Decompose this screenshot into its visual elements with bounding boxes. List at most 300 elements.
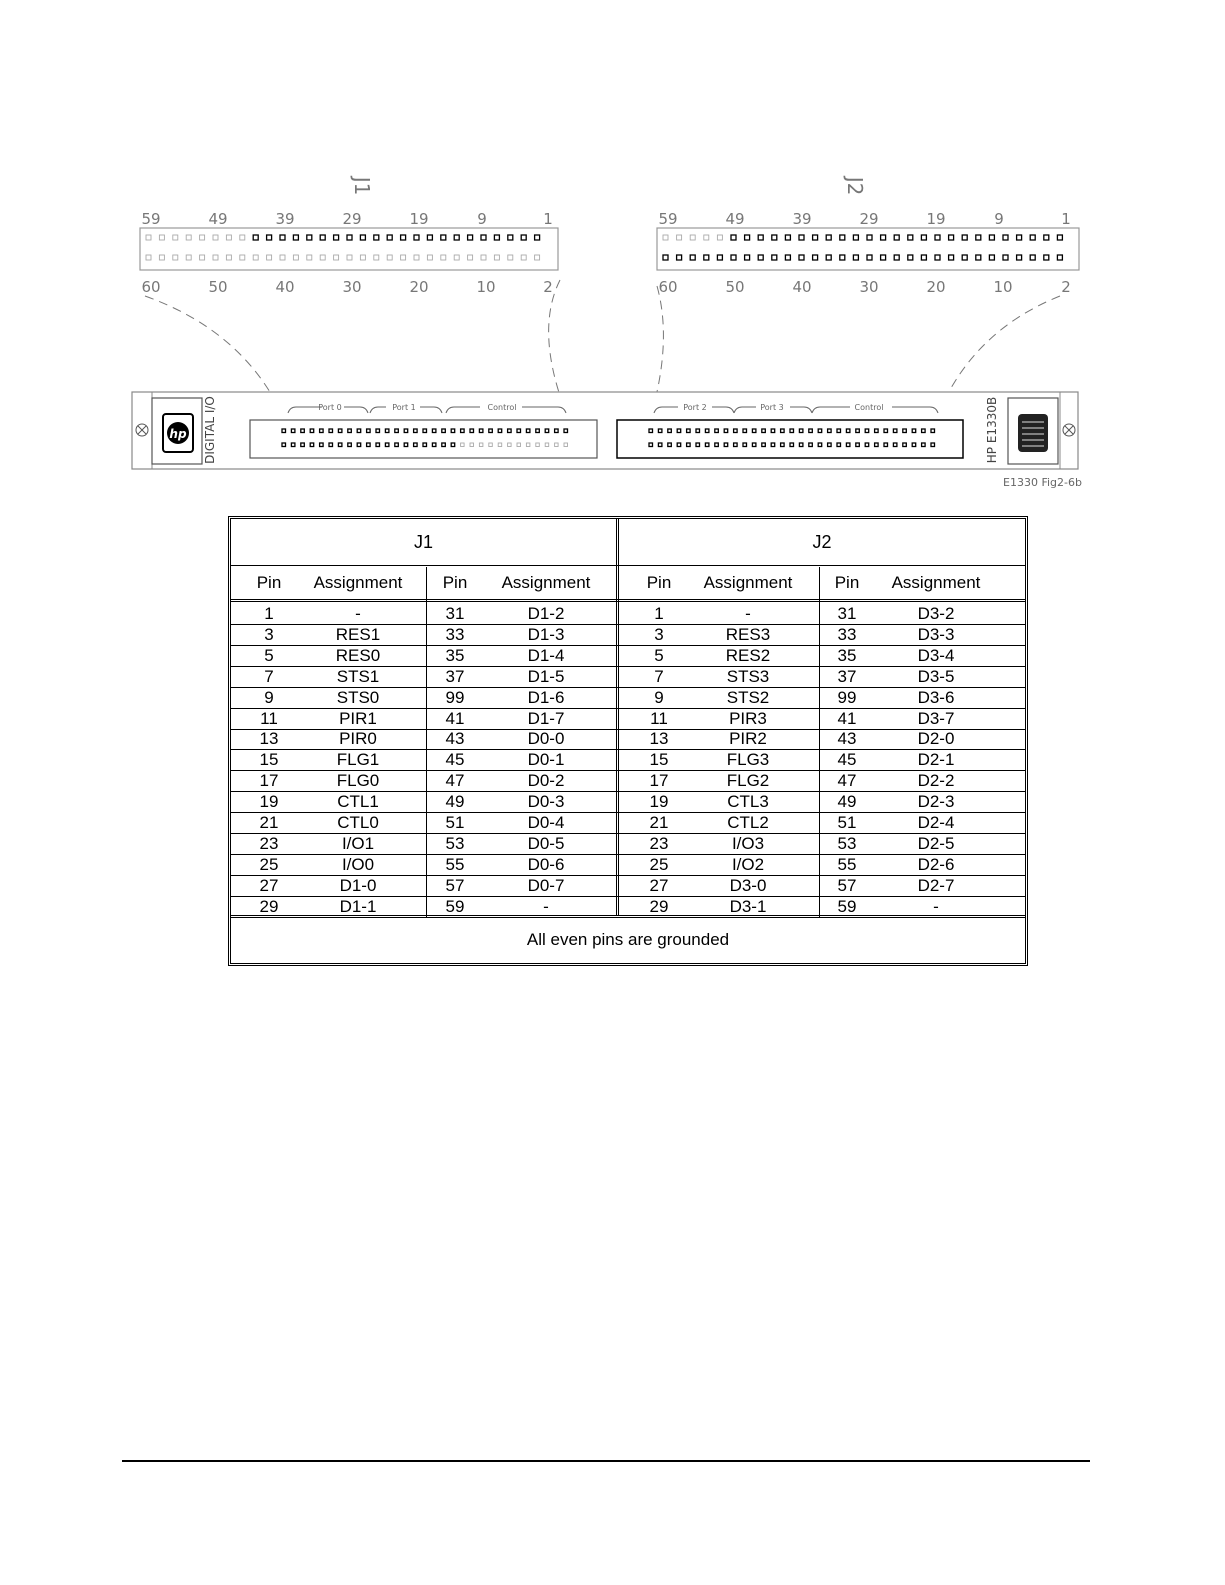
- pin-number: 39: [275, 210, 295, 228]
- pin: [461, 443, 465, 447]
- table-cell: 31: [837, 604, 857, 623]
- pin: [470, 443, 474, 447]
- pin-number: 10: [476, 278, 496, 296]
- table-cell: D0-0: [527, 729, 565, 749]
- table-cell: D0-5: [527, 833, 565, 853]
- table-cell: 45: [837, 750, 857, 770]
- pin: [865, 443, 869, 447]
- pin: [658, 429, 662, 433]
- pin: [696, 443, 700, 447]
- pin: [989, 255, 994, 260]
- table-cell: -: [543, 896, 549, 916]
- table-cell: I/O1: [341, 833, 375, 853]
- pin: [976, 235, 981, 240]
- table-cell: D0-4: [527, 813, 565, 832]
- connector-label-j2: J2: [843, 176, 867, 196]
- pin: [291, 429, 295, 433]
- pin: [461, 429, 465, 433]
- table-cell: 5: [654, 645, 664, 665]
- pin: [454, 235, 459, 240]
- pin: [696, 429, 700, 433]
- pin: [401, 235, 406, 240]
- pin: [818, 429, 822, 433]
- pin: [357, 429, 361, 433]
- pin: [555, 429, 559, 433]
- table-cell: 9: [654, 687, 664, 707]
- table-cell: 99: [837, 687, 857, 707]
- pin: [267, 235, 272, 240]
- pin: [334, 255, 339, 260]
- table-cell: 35: [837, 645, 857, 665]
- pin: [921, 235, 926, 240]
- pin: [884, 429, 888, 433]
- table-cell: 1: [264, 604, 274, 623]
- pin: [310, 429, 314, 433]
- pin: [240, 235, 245, 240]
- pin: [881, 235, 886, 240]
- table-cell: 13: [259, 729, 279, 749]
- table-cell: 23: [649, 833, 669, 853]
- table-cell: D0-3: [527, 792, 565, 812]
- pin: [451, 429, 455, 433]
- table-cell: CTL3: [727, 792, 769, 812]
- pin: [374, 255, 379, 260]
- pin: [745, 235, 750, 240]
- pin: [329, 429, 333, 433]
- pin: [724, 443, 728, 447]
- pin: [1030, 235, 1035, 240]
- port-label: Port 0: [318, 403, 342, 412]
- table-cell: D2-6: [917, 854, 955, 874]
- table-cell: D3-3: [917, 624, 955, 644]
- pin: [949, 235, 954, 240]
- pin: [809, 429, 813, 433]
- pin: [186, 255, 191, 260]
- pin-number: 19: [926, 210, 946, 228]
- pin: [781, 443, 785, 447]
- pin-assignment-table: [228, 516, 1028, 966]
- pin: [677, 255, 682, 260]
- pin: [790, 443, 794, 447]
- pin: [414, 429, 418, 433]
- pin: [853, 235, 858, 240]
- table-cell: PIR0: [339, 729, 377, 749]
- pin-number: 10: [993, 278, 1013, 296]
- pin: [226, 255, 231, 260]
- table-cell: 53: [837, 833, 857, 853]
- pin: [799, 255, 804, 260]
- pin: [1003, 255, 1008, 260]
- pin: [762, 443, 766, 447]
- pin: [508, 443, 512, 447]
- pin: [385, 443, 389, 447]
- pin: [521, 255, 526, 260]
- pin: [799, 429, 803, 433]
- pin-number: 19: [409, 210, 429, 228]
- col-header: Assignment: [501, 573, 591, 592]
- pin: [922, 429, 926, 433]
- pin: [813, 235, 818, 240]
- pin: [853, 255, 858, 260]
- pin: [687, 429, 691, 433]
- pin: [213, 235, 218, 240]
- pin-number: 20: [409, 278, 429, 296]
- pin: [374, 235, 379, 240]
- pin: [564, 443, 568, 447]
- table-cell: D3-5: [917, 666, 955, 686]
- pin: [240, 255, 245, 260]
- table-cell: 19: [649, 792, 669, 812]
- pin: [432, 443, 436, 447]
- pin: [856, 443, 860, 447]
- pin: [949, 255, 954, 260]
- table-cell: 17: [259, 771, 279, 791]
- panel-connector-j1: [250, 420, 597, 458]
- port-label: Port 1: [392, 403, 416, 412]
- pin: [743, 429, 747, 433]
- table-cell: 51: [445, 813, 465, 832]
- col-header: Pin: [442, 573, 468, 592]
- pin: [935, 235, 940, 240]
- pin: [772, 255, 777, 260]
- pin: [785, 235, 790, 240]
- pin-number: 59: [141, 210, 161, 228]
- pin: [280, 235, 285, 240]
- pin: [771, 429, 775, 433]
- pin: [385, 429, 389, 433]
- table-cell: 59: [837, 896, 857, 916]
- table-cell: D0-1: [527, 750, 565, 770]
- pin: [731, 235, 736, 240]
- pin: [442, 429, 446, 433]
- table-cell: FLG2: [726, 771, 770, 791]
- table-cell: 55: [837, 854, 857, 874]
- col-header: Pin: [646, 573, 672, 592]
- table-cell: STS2: [726, 687, 770, 707]
- col-header: Assignment: [703, 573, 793, 592]
- table-cell: 49: [445, 792, 465, 812]
- pin: [441, 255, 446, 260]
- pin: [494, 235, 499, 240]
- table-cell: D1-7: [527, 708, 565, 728]
- table-cell: 45: [445, 750, 465, 770]
- pin: [414, 255, 419, 260]
- pin: [253, 235, 258, 240]
- table-row: [231, 728, 1025, 750]
- pin-number: 2: [1061, 278, 1071, 296]
- table-cell: 27: [259, 875, 279, 895]
- table-cell: D0-2: [527, 771, 565, 791]
- table-cell: 47: [837, 771, 857, 791]
- table-cell: 15: [259, 750, 279, 770]
- pin: [649, 429, 653, 433]
- table-cell: RES3: [725, 624, 771, 644]
- pin: [526, 429, 530, 433]
- table-row: [231, 791, 1025, 813]
- pin: [846, 429, 850, 433]
- group-header-j2: J2: [812, 532, 832, 552]
- pin-number: 60: [141, 278, 161, 296]
- pin: [745, 255, 750, 260]
- table-footer-note: All even pins are grounded: [231, 915, 1025, 963]
- pin: [1017, 235, 1022, 240]
- pin: [894, 235, 899, 240]
- pin: [724, 429, 728, 433]
- pin: [526, 443, 530, 447]
- table-cell: D1-0: [339, 875, 377, 895]
- pin: [348, 429, 352, 433]
- panel-model: HP E1330B: [985, 396, 999, 464]
- pin: [200, 235, 205, 240]
- table-cell: 7: [654, 666, 664, 686]
- pin: [734, 443, 738, 447]
- table-group-header: [231, 519, 1025, 566]
- table-cell: 57: [837, 875, 857, 895]
- pin: [762, 429, 766, 433]
- table-cell: 9: [264, 687, 274, 707]
- pin: [989, 235, 994, 240]
- pin-number: 2: [543, 278, 553, 296]
- table-cell: D1-5: [527, 666, 565, 686]
- table-cell: PIR1: [339, 708, 377, 728]
- pin: [790, 429, 794, 433]
- table-cell: I/O2: [731, 854, 765, 874]
- pin: [687, 443, 691, 447]
- pin: [818, 443, 822, 447]
- pin: [908, 255, 913, 260]
- pin: [470, 429, 474, 433]
- j2-bottom-numbers: [658, 278, 1070, 296]
- table-group-divider: [616, 519, 619, 915]
- figure-id: E1330 Fig2-6b: [1003, 476, 1082, 489]
- pin: [347, 235, 352, 240]
- pin: [935, 255, 940, 260]
- table-cell: CTL2: [727, 813, 769, 832]
- table-cell: FLG1: [336, 750, 380, 770]
- panel-connector-j2: [617, 420, 963, 458]
- connector-label-j1: J1: [350, 176, 374, 196]
- pin: [536, 429, 540, 433]
- pin: [908, 235, 913, 240]
- pin: [508, 235, 513, 240]
- pin: [282, 429, 286, 433]
- pin: [1057, 235, 1062, 240]
- pin-number: 40: [792, 278, 812, 296]
- table-cell: 17: [649, 771, 669, 791]
- pin-number: 40: [275, 278, 295, 296]
- pin: [781, 429, 785, 433]
- pin: [479, 429, 483, 433]
- table-cell: 25: [259, 854, 279, 874]
- pin: [508, 255, 513, 260]
- pin: [329, 443, 333, 447]
- pin: [663, 255, 668, 260]
- pin-number: 50: [725, 278, 745, 296]
- pin: [545, 443, 549, 447]
- table-row: [231, 687, 1025, 709]
- pin-number: 29: [859, 210, 879, 228]
- table-cell: FLG3: [726, 750, 770, 770]
- pin: [360, 255, 365, 260]
- table-row: [231, 645, 1025, 667]
- pin: [856, 429, 860, 433]
- table-cell: -: [933, 896, 939, 916]
- pin-number: 39: [792, 210, 812, 228]
- pin-number: 9: [477, 210, 487, 228]
- pin: [348, 443, 352, 447]
- pin: [867, 255, 872, 260]
- port-label: Control: [487, 403, 517, 412]
- pin: [828, 443, 832, 447]
- pin-number: 59: [658, 210, 678, 228]
- pin: [884, 443, 888, 447]
- pin: [494, 255, 499, 260]
- table-cell: D2-5: [917, 833, 955, 853]
- col-header: Assignment: [313, 573, 403, 592]
- pin: [715, 443, 719, 447]
- pin-number: 29: [342, 210, 362, 228]
- pin: [498, 429, 502, 433]
- pin: [320, 443, 324, 447]
- pin: [320, 429, 324, 433]
- table-cell: D3-6: [917, 687, 955, 707]
- table-cell: 11: [260, 708, 278, 728]
- pin: [758, 255, 763, 260]
- pin: [1017, 255, 1022, 260]
- pin: [690, 255, 695, 260]
- pin: [663, 235, 668, 240]
- pin: [267, 255, 272, 260]
- table-cell: 99: [445, 687, 465, 707]
- table-cell: 41: [445, 708, 465, 728]
- table-cell: 13: [649, 729, 669, 749]
- table-cell: FLG0: [336, 771, 380, 791]
- pin: [837, 429, 841, 433]
- pin: [867, 235, 872, 240]
- pin: [826, 255, 831, 260]
- table-cell: 1: [654, 604, 664, 623]
- pin: [414, 443, 418, 447]
- table-cell: 29: [649, 896, 669, 916]
- pin: [441, 235, 446, 240]
- pin: [922, 443, 926, 447]
- table-cell: D1-6: [527, 687, 565, 707]
- table-cell: I/O0: [341, 854, 375, 874]
- table-cell: D1-4: [527, 645, 565, 665]
- pin-number: 60: [658, 278, 678, 296]
- pin: [813, 255, 818, 260]
- port-label: Port 2: [683, 403, 707, 412]
- table-cell: 5: [264, 645, 274, 665]
- pin: [731, 255, 736, 260]
- pin: [840, 235, 845, 240]
- pin: [307, 255, 312, 260]
- pin: [677, 443, 681, 447]
- pin: [976, 255, 981, 260]
- table-cell: 51: [837, 813, 857, 832]
- pin: [690, 235, 695, 240]
- pin: [186, 235, 191, 240]
- pin: [213, 255, 218, 260]
- table-cell: RES0: [335, 645, 381, 665]
- pin: [1044, 255, 1049, 260]
- pin: [903, 429, 907, 433]
- pin: [668, 429, 672, 433]
- hp-logo-mark: hp: [169, 427, 187, 441]
- pin: [301, 429, 305, 433]
- pin: [535, 235, 540, 240]
- pin: [881, 255, 886, 260]
- pin: [404, 443, 408, 447]
- connector-diagram: [0, 0, 1225, 510]
- pin: [479, 443, 483, 447]
- pin: [481, 235, 486, 240]
- page-footer-rule: [122, 1460, 1090, 1462]
- pin: [705, 429, 709, 433]
- pin: [301, 443, 305, 447]
- pin: [468, 235, 473, 240]
- pin: [159, 235, 164, 240]
- pin: [395, 443, 399, 447]
- pin: [705, 443, 709, 447]
- table-cell: 25: [649, 854, 669, 874]
- pin: [809, 443, 813, 447]
- table-cell: D3-1: [729, 896, 767, 916]
- table-row: [231, 833, 1025, 855]
- table-cell: D3-4: [917, 645, 955, 665]
- table-cell: 43: [837, 729, 857, 749]
- pin: [360, 235, 365, 240]
- table-cell: 3: [264, 624, 274, 644]
- j2-header-block: [657, 228, 1079, 270]
- col-header: Assignment: [891, 573, 981, 592]
- j1-top-numbers: [141, 210, 552, 228]
- table-cell: 37: [445, 666, 465, 686]
- pin-number: 1: [1061, 210, 1071, 228]
- pin: [489, 429, 493, 433]
- pin: [498, 443, 502, 447]
- pin: [545, 429, 549, 433]
- pin: [677, 235, 682, 240]
- pin: [357, 443, 361, 447]
- pin: [454, 255, 459, 260]
- table-cell: STS3: [726, 666, 770, 686]
- table-cell: 43: [445, 729, 465, 749]
- pin: [320, 235, 325, 240]
- pin: [159, 255, 164, 260]
- pin: [772, 235, 777, 240]
- table-cell: 55: [445, 854, 465, 874]
- pin: [717, 235, 722, 240]
- pin-number: 30: [342, 278, 362, 296]
- table-cell: 19: [259, 792, 279, 812]
- table-row: [231, 666, 1025, 688]
- pin: [253, 255, 258, 260]
- table-cell: 59: [445, 896, 465, 916]
- table-cell: I/O3: [731, 833, 765, 853]
- pin: [451, 443, 455, 447]
- table-cell: 53: [445, 833, 465, 853]
- pin: [893, 443, 897, 447]
- pin: [536, 443, 540, 447]
- j1-header-block: [140, 228, 558, 270]
- table-cell: 11: [650, 708, 668, 728]
- pin: [931, 429, 935, 433]
- pin-number: 9: [994, 210, 1004, 228]
- pin: [489, 443, 493, 447]
- pin: [376, 429, 380, 433]
- pin: [1030, 255, 1035, 260]
